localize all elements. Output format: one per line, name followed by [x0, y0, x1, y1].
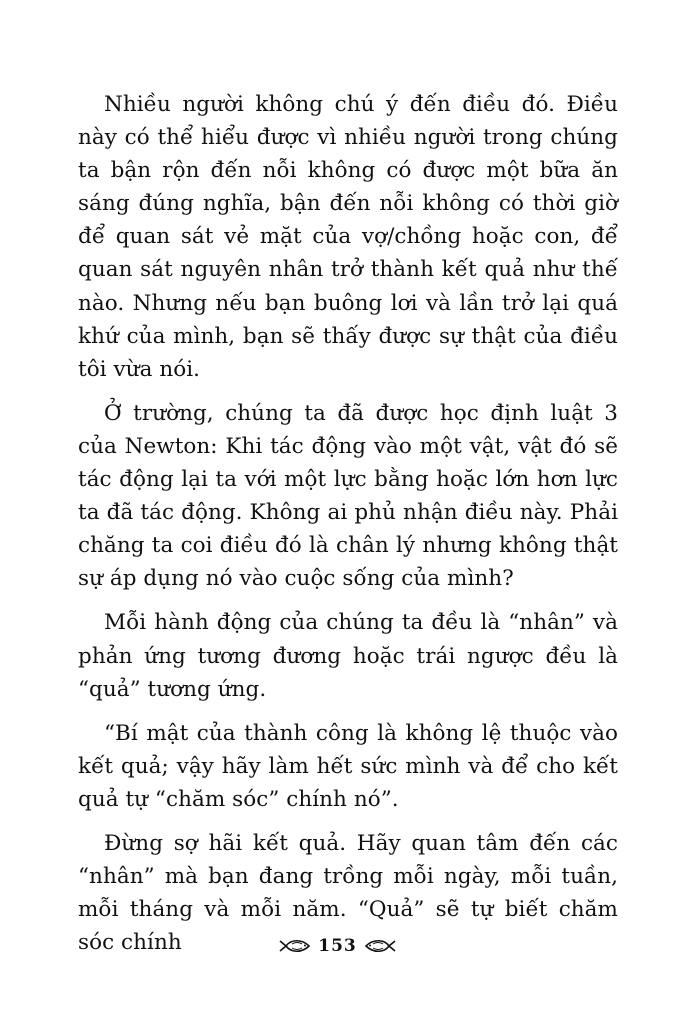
paragraph-1: Nhiều người không chú ý đến điều đó. Điều này có thể hiểu được vì nhiều người trong chúng ta bận rộn đến nỗi không có được một bữa ăn sáng đúng nghĩa, bận đến nỗi không có thời giờ để quan sát vẻ mặt của vợ/chồng hoặc con, để quan sát nguyên nhân trở thành kết quả như thế nào. Nhưng nếu bạn buông lơi và lần trở lại quá khứ của mình, bạn sẽ thấy được sự thật của điều tôi vừa nói.: [78, 92, 618, 382]
page-number: 153: [318, 936, 357, 956]
paragraph-4: “Bí mật của thành công là không lệ thuộc vào kết quả; vậy hãy làm hết sức mình và để cho kết quả tự “chăm sóc” chính nó”.: [78, 720, 618, 812]
fish-ornament-left-icon: [278, 938, 312, 954]
paragraph-2: Ở trường, chúng ta đã được học định luật 3 của Newton: Khi tác động vào một vật, vật đó sẽ tác động lại ta với một lực bằng hoặc lớn hơn lực ta đã tác động. Không ai phủ nhận điều này. Phải chăng ta coi điều đó là chân lý nhưng không thật sự áp dụng nó vào cuộc sống của mình?: [78, 400, 618, 592]
paragraph-5: Đừng sợ hãi kết quả. Hãy quan tâm đến các “nhân” mà bạn đang trồng mỗi ngày, mỗi tuần, mỗi tháng và mỗi năm. “Quả” sẽ tự biết chăm sóc chính: [78, 830, 618, 956]
body-text: [78, 88, 618, 970]
fish-ornament-right-icon: [363, 938, 397, 954]
paragraph-3: Mỗi hành động của chúng ta đều là “nhân” và phản ứng tương đương hoặc trái ngược đều là “quả” tương ứng.: [78, 610, 618, 702]
page-footer: [0, 932, 675, 960]
